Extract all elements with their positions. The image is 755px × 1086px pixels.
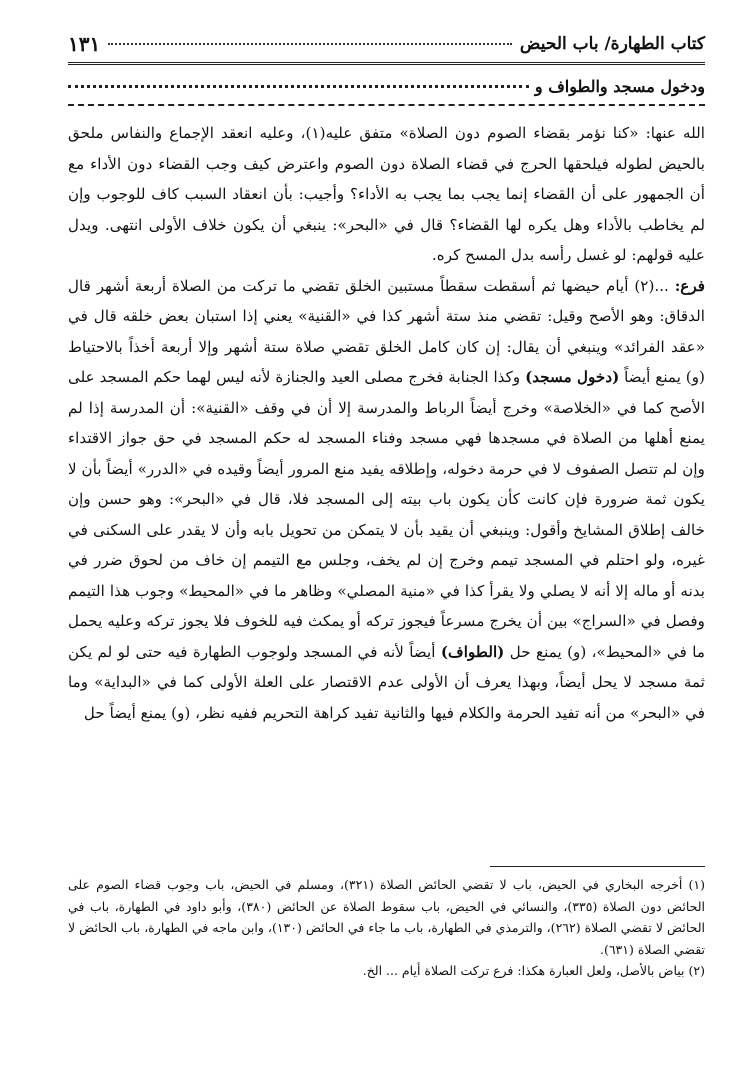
section-title: ودخول مسجد والطواف و xyxy=(534,76,705,96)
section-dotted-leader xyxy=(68,85,529,88)
paragraph-2 xyxy=(68,271,705,729)
running-title: كتاب الطهارة/ باب الحيض xyxy=(519,34,705,54)
far-label: فرع: xyxy=(674,276,705,295)
header-dotted-leader xyxy=(108,43,512,45)
page-number: ١٣١ xyxy=(68,32,101,56)
paragraph-1: الله عنها: «كنا نؤمر بقضاء الصوم دون الصلاة» متفق عليه(١)، وعليه انعقد الإجماع والنفاس ملحق بالحيض لطوله فيلحقها الحرج في قضاء الصلاة دون الصوم واعترض كيف وجب القضاء دون الأداء مع أن الجمهور على أن القضاء إنما يجب بما يجب به الأداء؟ وأجيب: بأن انعقاد السبب كاف للوجوب وإن لم يخاطب بالأداء وهل يكره لها القضاء؟ قال في «البحر»: ينبغي أن يكون خلاف الأولى انتهى. ويدل عليه قولهم: لو غسل رأسه بدل المسح كره. xyxy=(68,124,705,264)
header-rule xyxy=(68,62,705,65)
main-text xyxy=(68,118,705,728)
footnote-1: (١) أخرجه البخاري في الحيض، باب لا تقضي الحائض الصلاة (٣٢١)، ومسلم في الحيض، باب وجوب قضاء الصوم على الحائض دون الصلاة (٣٣٥)، والنسائي في الحيض، باب سقوط الصلاة عن الحائض (٣٨٠)، وأبو داود في الطهارة، باب في الحائض لا تقضي الصلاة (٢٦٢)، والترمذي في الطهارة، باب ما جاء في الحائض (١٣٠)، وابن ماجه في الطهارة، باب الحائض لا تقضي الصلاة (٦٣١). xyxy=(68,877,705,957)
footnote-rule xyxy=(490,866,705,867)
section-heading xyxy=(68,73,705,99)
bold-term-tawaf: (الطواف) xyxy=(440,642,505,661)
bold-term-mosque: (دخول مسجد) xyxy=(525,368,620,386)
footnotes xyxy=(68,874,705,982)
paragraph-2-text-b: وكذا الجنابة فخرج مصلى العيد والجنازة لأنه ليس لهما حكم المسجد على الأصح كما في «الخلاصة» وخرج أيضاً الرباط والمدرسة إلا أن في وقف «القنية»: أن المدرسة إذا لم يمنع أهلها من الصلاة في مسجدها فهي مسجد وفناء المسجد له حكم المسجد في حق جواز الاقتداء وإن لم تتصل الصفوف لا في حرمة دخوله، وإطلاقه يفيد منع المرور أيضاً وقيده في «الدرر» أيضاً بأن لا يكون ثمة ضرورة فإن كانت كأن يكون باب بيته إلى المسجد فلا، قال في «البحر»: وهو حسن وإن خالف إطلاق المشايخ وأقول: وينبغي أن يقيد بأن لا يتمكن من تحويل بابه وأن لا يقدر على السكنى في غيره، ولو احتلم في المسجد تيمم وخرج إن لم يخف، وجلس مع التيمم إن خاف من لحوق ضرر في بدنه أو ماله إلا أنه لا يصلي ولا يقرأ كذا في «منية المصلي» وظاهر ما في «المحيط» وجوب هذا التيمم وفصل في «السراج» بين أن يخرج مسرعاً فيجوز تركه أو يمكث فيه للخوف فلا يجوز تركه وعليه يحمل ما في «المحيط»، (و) يمنع حل xyxy=(68,368,705,661)
running-header xyxy=(68,30,705,58)
section-dashed-rule xyxy=(68,104,705,106)
footnote-2: (٢) بياض بالأصل، ولعل العبارة هكذا: فرع تركت الصلاة أيام ... الخ. xyxy=(362,963,705,978)
paragraph-2-text-c: أيضاً لأنه في المسجد ولوجوب الطهارة فيه حتى لو لم يكن ثمة مسجد لا يحل أيضاً، وبهذا يعرف أن الأولى عدم الاقتصار على العلة الأولى كما في «البداية» وما في «البحر» من أنه تفيد الحرمة والكلام فيها والثانية تفيد كراهة التحريم ففيه نظر، (و) يمنع أيضاً حل xyxy=(68,642,705,722)
paragraph-2-text-a: ...(٢) أيام حيضها ثم أسقطت سقطاً مستبين الخلق تقضي ما تركت من الصلاة أربعة أشهر قال الدقاق: وهو الأصح وقيل: تقضي منذ ستة أشهر كذا في «القنية» يعني إذا استبان بعض خلقه قال في «عقد الفرائد» وينبغي أن يقال: إن كان كامل الخلق تقضي صلاة ستة أشهر وإلا أربعة أخذاً بالاحتياط (و) يمنع أيضاً xyxy=(68,276,705,386)
